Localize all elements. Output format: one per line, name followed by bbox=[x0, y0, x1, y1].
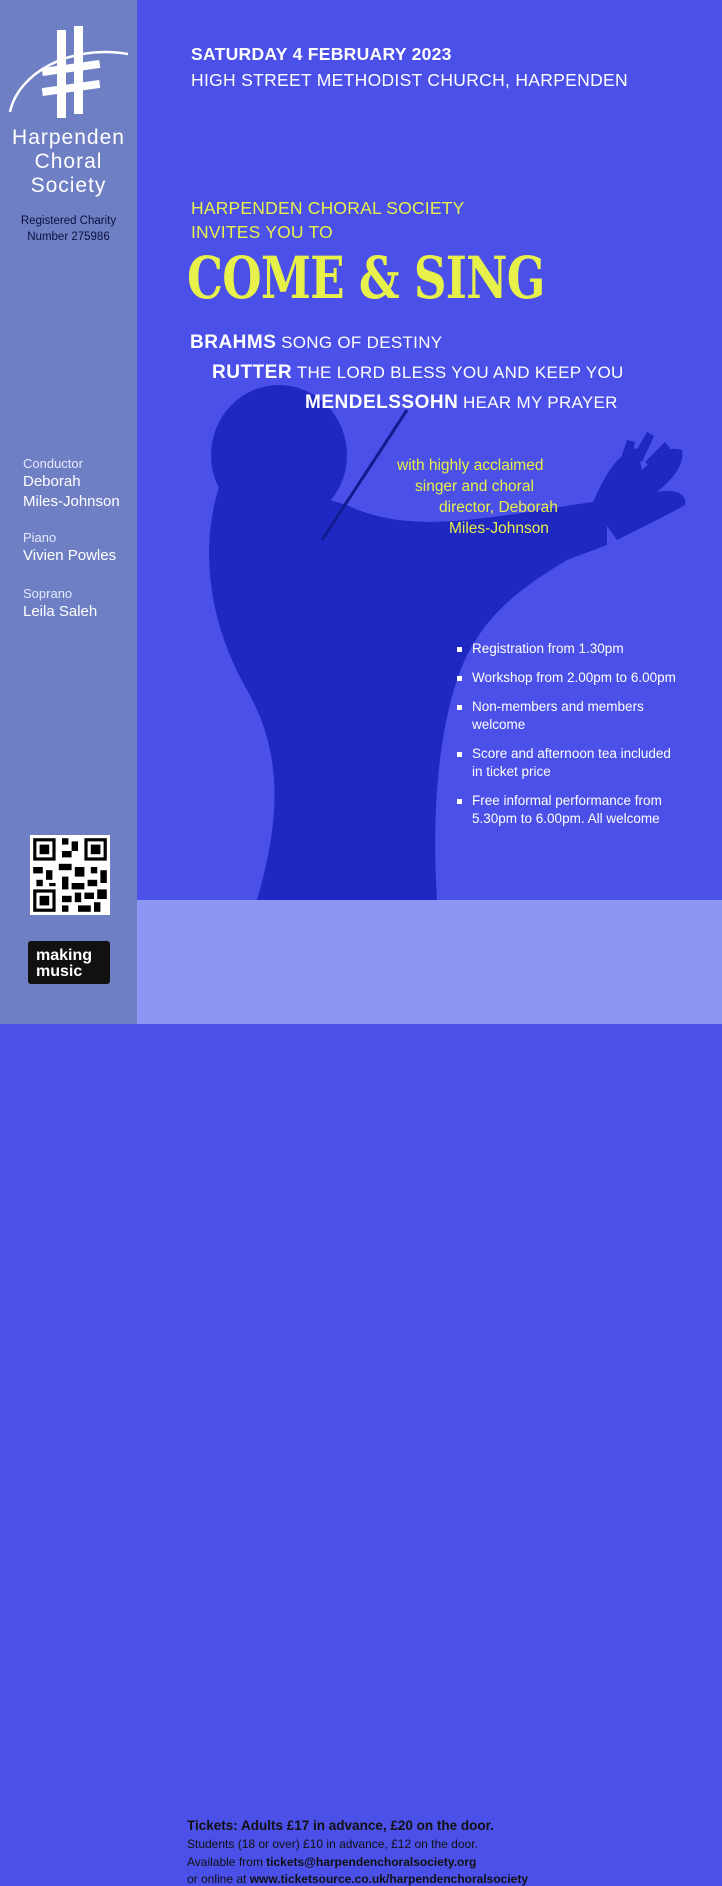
detail-item bbox=[457, 745, 676, 781]
soloist-line3: director, Deborah bbox=[439, 499, 558, 516]
online-prefix: or online at bbox=[187, 1872, 250, 1886]
composer-rutter: RUTTER bbox=[212, 362, 293, 383]
detail-item bbox=[457, 669, 676, 687]
detail-performance-line1: Free informal performance from bbox=[472, 793, 662, 808]
ticket-online bbox=[187, 1872, 528, 1886]
ticket-footer bbox=[137, 900, 722, 1886]
conductor-name-line1: Deborah bbox=[23, 473, 81, 490]
qr-code-icon[interactable] bbox=[30, 835, 110, 915]
detail-item bbox=[457, 640, 676, 658]
detail-score-line1: Score and afternoon tea included bbox=[472, 746, 671, 761]
making-music-line2: music bbox=[36, 963, 83, 980]
soprano-role: Soprano bbox=[23, 586, 73, 601]
work-brahms bbox=[190, 332, 442, 354]
invite-line2: INVITES YOU TO bbox=[191, 222, 333, 242]
event-title: COME & SING bbox=[187, 244, 545, 312]
soloist-line4: Miles-Johnson bbox=[449, 520, 549, 537]
conductor-role: Conductor bbox=[23, 456, 83, 471]
work-rutter bbox=[212, 362, 624, 384]
piece-brahms: SONG OF DESTINY bbox=[281, 333, 443, 352]
charity-line2: Number 275986 bbox=[27, 231, 110, 243]
invite-line1: HARPENDEN CHORAL SOCIETY bbox=[191, 198, 465, 218]
detail-score-line2: in ticket price bbox=[472, 764, 551, 779]
detail-item bbox=[457, 792, 676, 828]
detail-members-line1: Non-members and members bbox=[472, 699, 644, 714]
detail-workshop: Workshop from 2.00pm to 6.00pm bbox=[472, 670, 676, 685]
making-music-line1: making bbox=[36, 947, 93, 964]
society-name-line2: Choral bbox=[34, 150, 103, 173]
society-name-line1: Harpenden bbox=[12, 126, 125, 149]
piece-mendelssohn: HEAR MY PRAYER bbox=[463, 393, 618, 412]
event-date: SATURDAY 4 FEBRUARY 2023 bbox=[191, 44, 452, 64]
society-logo-icon bbox=[8, 24, 130, 124]
sidebar bbox=[0, 0, 137, 1024]
society-name bbox=[0, 126, 137, 198]
ticket-url-link[interactable]: www.ticketsource.co.uk/harpendenchoralsociety bbox=[249, 1872, 529, 1886]
society-name-line3: Society bbox=[30, 174, 107, 197]
conductor-name-line2: Miles-Johnson bbox=[23, 493, 120, 510]
making-music-logo bbox=[28, 941, 110, 984]
event-details-list bbox=[457, 640, 676, 839]
event-venue: HIGH STREET METHODIST CHURCH, HARPENDEN bbox=[191, 70, 628, 90]
work-mendelssohn bbox=[305, 392, 618, 414]
detail-performance-line2: 5.30pm to 6.00pm. All welcome bbox=[472, 811, 660, 826]
detail-item bbox=[457, 698, 676, 734]
charity-number bbox=[0, 213, 137, 245]
piano-role: Piano bbox=[23, 530, 57, 545]
soloist-line2: singer and choral bbox=[415, 478, 534, 495]
available-prefix: Available from bbox=[187, 1855, 267, 1869]
charity-line1: Registered Charity bbox=[20, 215, 117, 227]
ticket-available bbox=[187, 1855, 476, 1869]
soprano-name: Leila Saleh bbox=[23, 603, 98, 620]
composer-mendelssohn: MENDELSSOHN bbox=[305, 392, 459, 413]
piano-name: Vivien Powles bbox=[23, 547, 117, 564]
ticket-email-link[interactable]: tickets@harpendenchoralsociety.org bbox=[266, 1855, 477, 1869]
detail-members-line2: welcome bbox=[472, 717, 526, 732]
soloist-line1: with highly acclaimed bbox=[397, 457, 544, 474]
piece-rutter: THE LORD BLESS YOU AND KEEP YOU bbox=[296, 363, 624, 382]
composer-brahms: BRAHMS bbox=[190, 332, 277, 353]
ticket-students: Students (18 or over) £10 in advance, £12 on the door. bbox=[187, 1837, 478, 1851]
detail-registration: Registration from 1.30pm bbox=[472, 641, 624, 656]
poster-main bbox=[137, 0, 722, 900]
ticket-headline: Tickets: Adults £17 in advance, £20 on the door. bbox=[187, 1818, 494, 1833]
